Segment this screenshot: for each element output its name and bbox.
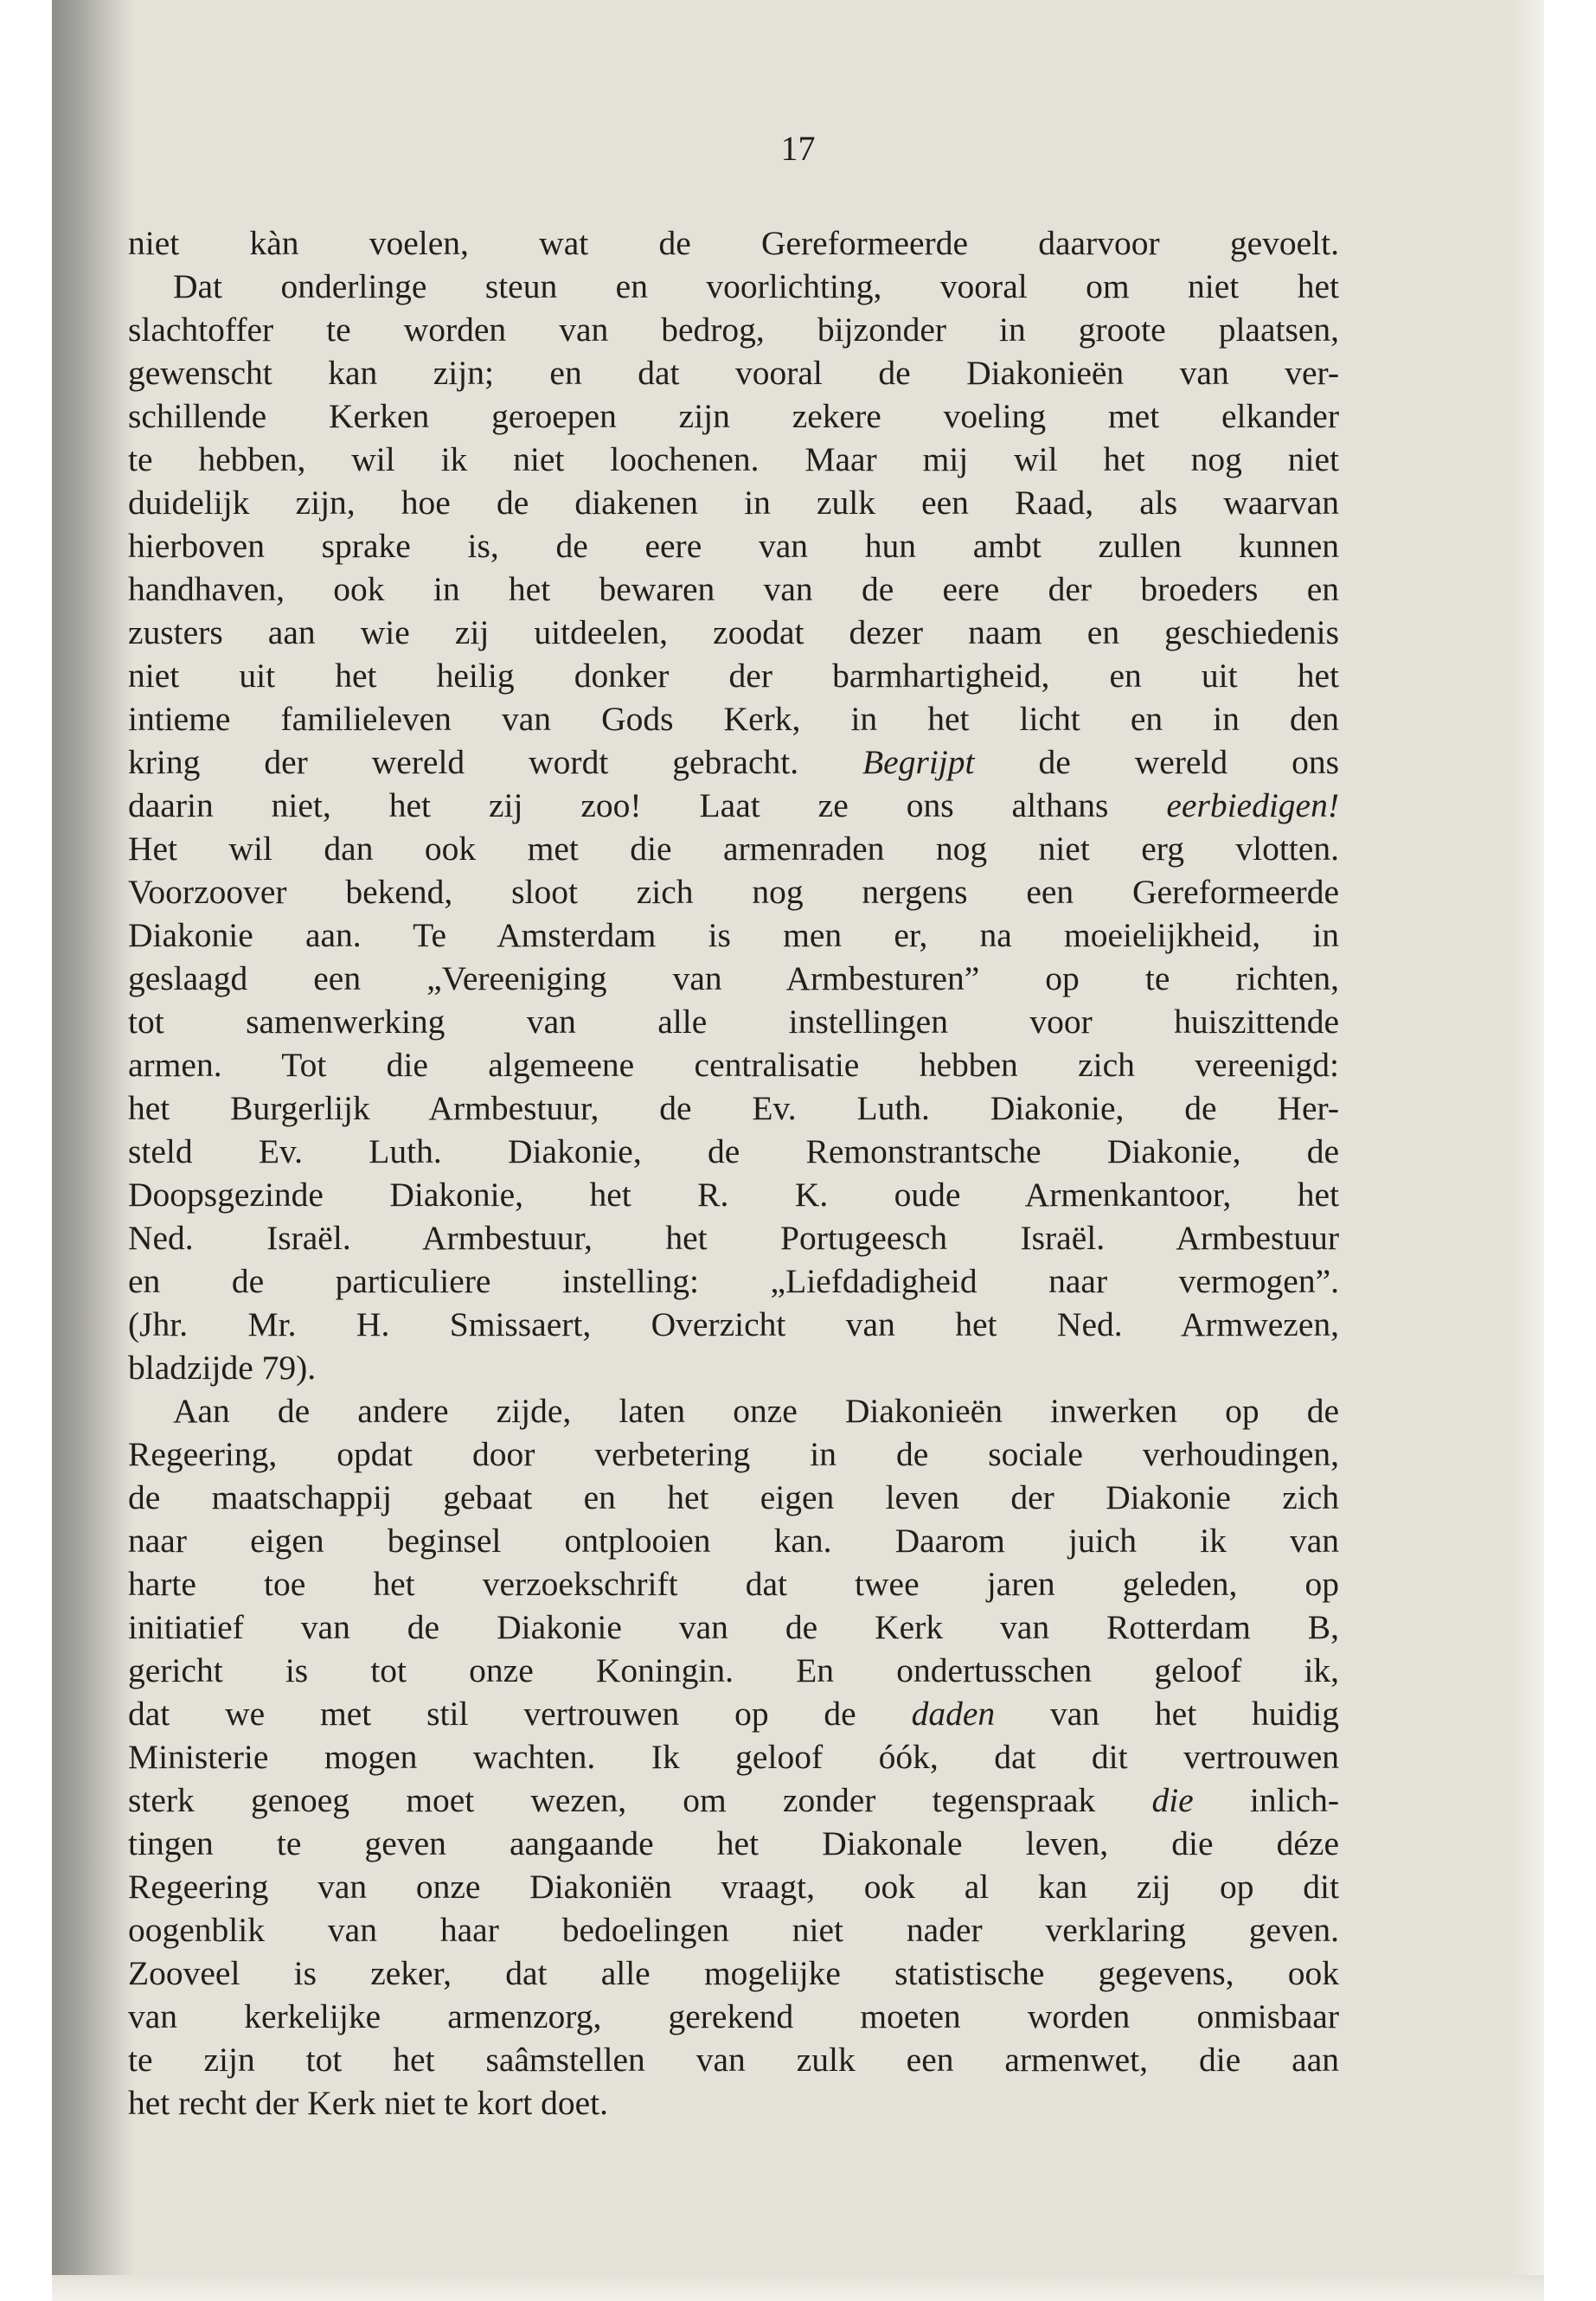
emphasis: Begrijpt (862, 743, 975, 781)
scanned-page (52, 0, 1544, 2301)
text-line: Ministerie mogen wachten. Ik geloof óók, dat dit vertrouwen (128, 1738, 1339, 1776)
text-line: Ned. Israël. Armbestuur, het Portugeesch Israël. Armbestuur (128, 1219, 1339, 1257)
text-line: zusters aan wie zij uitdeelen, zoodat dezer naam en geschiedenis (128, 613, 1339, 651)
text-line: de maatschappij gebaat en het eigen leven der Diakonie zich (128, 1478, 1339, 1516)
text-line: geslaagd een „Vereeniging van Armbesturen” op te richten, (128, 959, 1339, 997)
text-line: steld Ev. Luth. Diakonie, de Remonstrantsche Diakonie, de (128, 1132, 1339, 1170)
text-line: handhaven, ook in het bewaren van de eere der broeders en (128, 570, 1339, 608)
text-line: gericht is tot onze Koningin. En ondertusschen geloof ik, (128, 1651, 1339, 1689)
text-line: niet kàn voelen, wat de Gereformeerde daarvoor gevoelt. (128, 224, 1339, 262)
text-line: daarin niet, het zij zoo! Laat ze ons althans eerbiedigen! (128, 786, 1339, 824)
text-line: oogenblik van haar bedoelingen niet nader verklaring geven. (128, 1911, 1339, 1949)
text-line: hierboven sprake is, de eere van hun ambt zullen kunnen (128, 527, 1339, 565)
text-line: Diakonie aan. Te Amsterdam is men er, na moeielijkheid, in (128, 916, 1339, 954)
text-line: (Jhr. Mr. H. Smissaert, Overzicht van het Ned. Armwezen, (128, 1305, 1339, 1343)
text-line: dat we met stil vertrouwen op de daden van het huidig (128, 1695, 1339, 1733)
text-line: Zooveel is zeker, dat alle mogelijke statistische gegevens, ook (128, 1954, 1339, 1992)
text-line: te hebben, wil ik niet loochenen. Maar mij wil het nog niet (128, 440, 1339, 478)
text-line: intieme familieleven van Gods Kerk, in het licht en in den (128, 700, 1339, 738)
text-line: Doopsgezinde Diakonie, het R. K. oude Armenkantoor, het (128, 1176, 1339, 1214)
text-line: duidelijk zijn, hoe de diakenen in zulk een Raad, als waarvan (128, 484, 1339, 522)
text-line: Regeering van onze Diakoniën vraagt, ook al kan zij op dit (128, 1868, 1339, 1906)
page-edge-bottom (52, 2275, 1544, 2301)
binding-shadow (52, 0, 134, 2301)
text-line: harte toe het verzoekschrift dat twee jaren geleden, op (128, 1565, 1339, 1603)
text-line: Voorzoover bekend, sloot zich nog nergens een Gereformeerde (128, 873, 1339, 911)
text-line: en de particuliere instelling: „Liefdadigheid naar vermogen”. (128, 1262, 1339, 1300)
emphasis: die (1151, 1781, 1194, 1819)
text-line: Regeering, opdat door verbetering in de sociale verhoudingen, (128, 1435, 1339, 1473)
text-line: Dat onderlinge steun en voorlichting, vooral om niet het (173, 267, 1339, 305)
text-line: slachtoffer te worden van bedrog, bijzonder in groote plaatsen, (128, 311, 1339, 349)
text-line: niet uit het heilig donker der barmhartigheid, en uit het (128, 657, 1339, 695)
text-line: initiatief van de Diakonie van de Kerk van Rotterdam B, (128, 1608, 1339, 1646)
text-line: naar eigen beginsel ontplooien kan. Daarom juich ik van (128, 1522, 1339, 1560)
text-line: schillende Kerken geroepen zijn zekere voeling met elkander (128, 397, 1339, 435)
text-line: van kerkelijke armenzorg, gerekend moeten worden onmisbaar (128, 1997, 1339, 2035)
text-line: het Burgerlijk Armbestuur, de Ev. Luth. Diakonie, de Her- (128, 1089, 1339, 1127)
text-line: tingen te geven aangaande het Diakonale leven, die déze (128, 1824, 1339, 1862)
body-text (128, 221, 1339, 2125)
text-line: het recht der Kerk niet te kort doet. (128, 2084, 608, 2122)
page-number: 17 (780, 129, 816, 168)
text-line: te zijn tot het saâmstellen van zulk een armenwet, die aan (128, 2041, 1339, 2079)
text-line: tot samenwerking van alle instellingen voor huiszittende (128, 1003, 1339, 1041)
emphasis: daden (911, 1695, 996, 1733)
text-line: armen. Tot die algemeene centralisatie hebben zich vereenigd: (128, 1046, 1339, 1084)
text-line: Aan de andere zijde, laten onze Diakonieën inwerken op de (173, 1392, 1339, 1430)
page-edge-right (1509, 0, 1544, 2301)
text-line: gewenscht kan zijn; en dat vooral de Diakonieën van ver- (128, 354, 1339, 392)
text-line: kring der wereld wordt gebracht. Begrijpt de wereld ons (128, 743, 1339, 781)
text-line: Het wil dan ook met die armenraden nog niet erg vlotten. (128, 830, 1339, 868)
text-line: bladzijde 79). (128, 1349, 317, 1387)
emphasis: eerbiedigen! (1166, 786, 1339, 824)
text-line: sterk genoeg moet wezen, om zonder tegenspraak die inlich- (128, 1781, 1339, 1819)
